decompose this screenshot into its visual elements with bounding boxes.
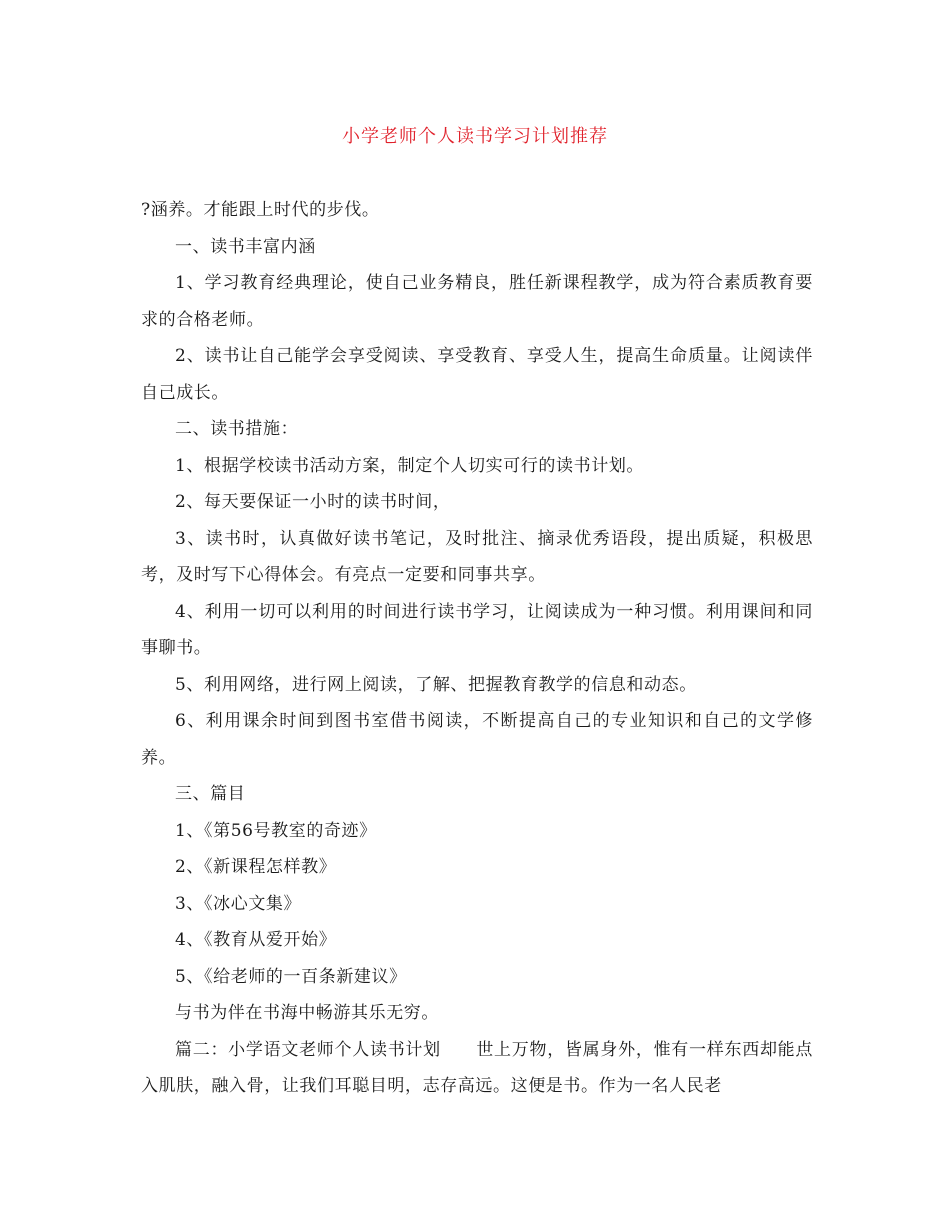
paragraph: 与书为伴在书海中畅游其乐无穷。 [175, 1003, 439, 1023]
paragraph: 3、读书时，认真做好读书笔记，及时批注、摘录优秀语段，提出质疑，积极思考，及时写下心得体会。有亮点一定要和同事共享。 [141, 528, 813, 585]
paragraph: 篇二：小学语文老师个人读书计划 世上万物，皆属身外，惟有一样东西却能点入肌肤，融入骨，让我们耳聪目明，志存高远。这便是书。作为一名人民老 [141, 1039, 813, 1096]
book-list-item: 4、《教育从爱开始》 [175, 930, 337, 950]
document-body [141, 192, 813, 1105]
paragraph: 4、利用一切可以利用的时间进行读书学习，让阅读成为一种习惯。利用课间和同事聊书。 [141, 601, 813, 658]
section-heading: 三、篇目 [175, 784, 246, 804]
paragraph: ?涵养。才能跟上时代的步伐。 [141, 200, 380, 220]
paragraph: 6、利用课余时间到图书室借书阅读，不断提高自己的专业知识和自己的文学修养。 [141, 711, 813, 768]
book-list-item: 2、《新课程怎样教》 [175, 857, 337, 877]
paragraph: 1、学习教育经典理论，使自己业务精良，胜任新课程教学，成为符合素质教育要求的合格老师。 [141, 273, 813, 330]
section-heading: 二、读书措施： [175, 419, 299, 439]
book-list-item: 3、《冰心文集》 [175, 893, 302, 914]
paragraph: 1、根据学校读书活动方案，制定个人切实可行的读书计划。 [175, 455, 645, 476]
paragraph: 5、利用网络，进行网上阅读，了解、把握教育教学的信息和动态。 [175, 674, 697, 695]
paragraph: 2、读书让自己能学会享受阅读、享受教育、享受人生，提高生命质量。让阅读伴自己成长。 [141, 346, 813, 403]
book-list-item: 1、《第56号教室的奇迹》 [175, 820, 377, 841]
document-title: 小学老师个人读书学习计划推荐 [342, 126, 608, 147]
book-list-item: 5、《给老师的一百条新建议》 [175, 966, 407, 987]
paragraph: 2、每天要保证一小时的读书时间， [175, 492, 451, 512]
section-heading: 一、读书丰富内涵 [175, 236, 316, 257]
